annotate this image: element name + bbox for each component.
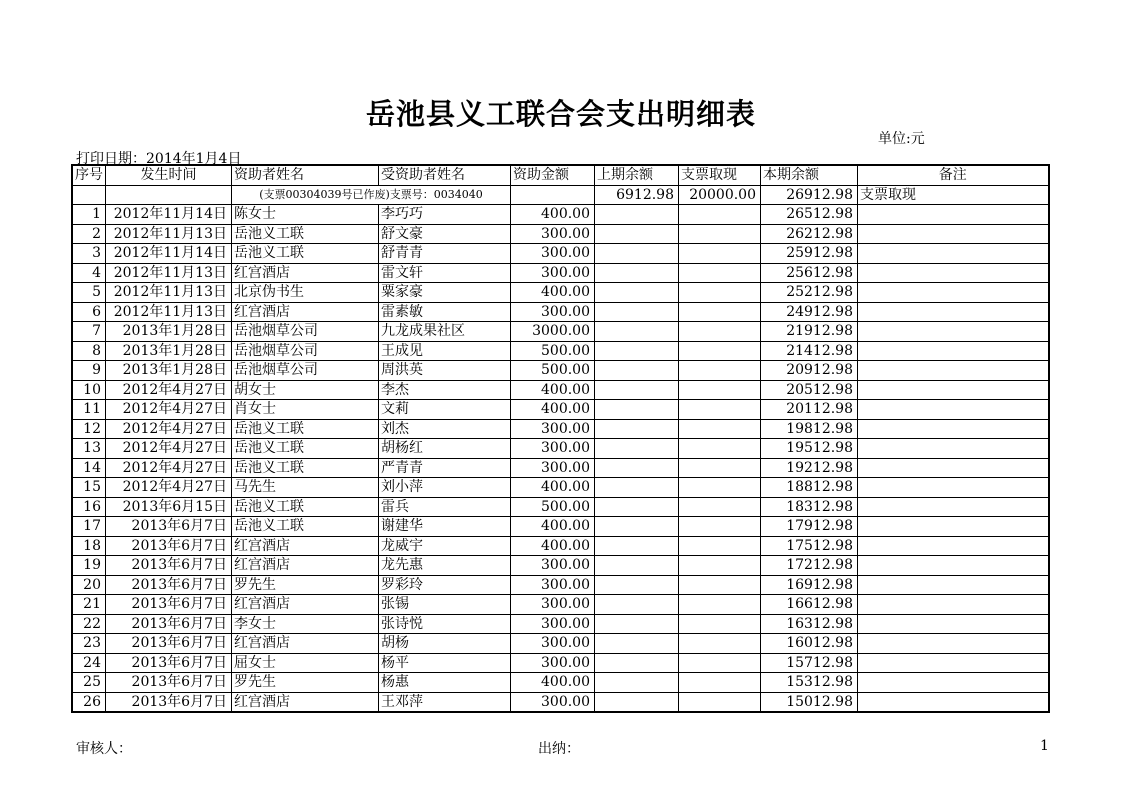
row-number: 15 xyxy=(72,478,106,498)
table-row xyxy=(72,556,1049,576)
row-date: 2012年4月27日 xyxy=(106,439,232,459)
col-header-amount: 资助金额 xyxy=(511,165,595,185)
row-number: 21 xyxy=(72,595,106,615)
row-date: 2012年11月13日 xyxy=(106,283,232,303)
row-remark xyxy=(858,692,1049,712)
row-date: 2012年4月27日 xyxy=(106,478,232,498)
row-date: 2013年6月7日 xyxy=(106,575,232,595)
table-row xyxy=(72,595,1049,615)
row-donor: 罗先生 xyxy=(232,575,379,595)
row-balance: 20912.98 xyxy=(761,361,858,381)
row-number: 19 xyxy=(72,556,106,576)
row-recipient: 胡杨红 xyxy=(379,439,511,459)
row-date: 2012年11月13日 xyxy=(106,224,232,244)
row-cash xyxy=(679,419,761,439)
row-prev-balance xyxy=(595,634,679,654)
row-cash xyxy=(679,497,761,517)
row-cash xyxy=(679,556,761,576)
cash-withdrawal: 20000.00 xyxy=(679,185,761,205)
row-remark xyxy=(858,439,1049,459)
row-cash xyxy=(679,380,761,400)
row-recipient: 谢建华 xyxy=(379,517,511,537)
row-cash xyxy=(679,692,761,712)
row-number: 4 xyxy=(72,263,106,283)
row-donor: 陈女士 xyxy=(232,205,379,225)
table-row xyxy=(72,244,1049,264)
row-number: 11 xyxy=(72,400,106,420)
row-prev-balance xyxy=(595,595,679,615)
row-recipient: 雷素敏 xyxy=(379,302,511,322)
row-remark xyxy=(858,302,1049,322)
table-row xyxy=(72,224,1049,244)
row-number: 23 xyxy=(72,634,106,654)
row-donor: 罗先生 xyxy=(232,673,379,693)
table-row xyxy=(72,341,1049,361)
row-date: 2012年4月27日 xyxy=(106,458,232,478)
row-cash xyxy=(679,614,761,634)
row-number: 20 xyxy=(72,575,106,595)
table-row xyxy=(72,302,1049,322)
page-title: 岳池县义工联合会支出明细表 xyxy=(365,97,756,131)
row-number: 12 xyxy=(72,419,106,439)
row-balance: 17912.98 xyxy=(761,517,858,537)
row-date: 2013年6月15日 xyxy=(106,497,232,517)
row-recipient: 王成见 xyxy=(379,341,511,361)
row-amount: 400.00 xyxy=(511,673,595,693)
row-recipient: 严青青 xyxy=(379,458,511,478)
row-date: 2013年6月7日 xyxy=(106,653,232,673)
row-date: 2013年6月7日 xyxy=(106,556,232,576)
row-prev-balance xyxy=(595,322,679,342)
table-row xyxy=(72,517,1049,537)
row-remark xyxy=(858,400,1049,420)
row-cash xyxy=(679,575,761,595)
row-amount: 400.00 xyxy=(511,517,595,537)
row-prev-balance xyxy=(595,224,679,244)
row-recipient: 杨惠 xyxy=(379,673,511,693)
row-amount: 300.00 xyxy=(511,244,595,264)
row-prev-balance xyxy=(595,673,679,693)
row-cash xyxy=(679,263,761,283)
row-balance: 16312.98 xyxy=(761,614,858,634)
row-remark xyxy=(858,614,1049,634)
row-cash xyxy=(679,458,761,478)
row-number: 5 xyxy=(72,283,106,303)
row-remark xyxy=(858,205,1049,225)
row-prev-balance xyxy=(595,419,679,439)
row-date: 2013年1月28日 xyxy=(106,361,232,381)
row-balance: 20112.98 xyxy=(761,400,858,420)
page-number: 1 xyxy=(1040,738,1049,754)
row-balance: 20512.98 xyxy=(761,380,858,400)
row-date: 2012年11月13日 xyxy=(106,263,232,283)
row-amount: 500.00 xyxy=(511,341,595,361)
row-prev-balance xyxy=(595,302,679,322)
row-donor: 岳池烟草公司 xyxy=(232,322,379,342)
row-recipient: 杨平 xyxy=(379,653,511,673)
row-number: 14 xyxy=(72,458,106,478)
row-cash xyxy=(679,341,761,361)
table-row xyxy=(72,380,1049,400)
row-balance: 17212.98 xyxy=(761,556,858,576)
row-balance: 26212.98 xyxy=(761,224,858,244)
check-note: (支票00304039号已作废)支票号：0034040 xyxy=(232,185,511,205)
table-row xyxy=(72,439,1049,459)
row-date: 2013年1月28日 xyxy=(106,341,232,361)
row-amount: 400.00 xyxy=(511,380,595,400)
row-amount: 400.00 xyxy=(511,400,595,420)
row-recipient: 周洪英 xyxy=(379,361,511,381)
row-cash xyxy=(679,653,761,673)
row-balance: 21912.98 xyxy=(761,322,858,342)
row-balance: 25912.98 xyxy=(761,244,858,264)
row-amount: 300.00 xyxy=(511,595,595,615)
row-prev-balance xyxy=(595,536,679,556)
row-prev-balance xyxy=(595,497,679,517)
row-number: 24 xyxy=(72,653,106,673)
row-prev-balance xyxy=(595,361,679,381)
row-recipient: 粟家豪 xyxy=(379,283,511,303)
row-donor: 岳池义工联 xyxy=(232,458,379,478)
row-cash xyxy=(679,478,761,498)
row-donor: 红宫酒店 xyxy=(232,595,379,615)
row-recipient: 张锡 xyxy=(379,595,511,615)
row-number: 10 xyxy=(72,380,106,400)
expense-table xyxy=(71,164,1050,713)
table-row xyxy=(72,400,1049,420)
row-donor: 胡女士 xyxy=(232,380,379,400)
row-remark xyxy=(858,634,1049,654)
unit-label: 单位:元 xyxy=(878,131,925,147)
row-recipient: 文莉 xyxy=(379,400,511,420)
row-cash xyxy=(679,224,761,244)
row-balance: 17512.98 xyxy=(761,536,858,556)
row-date: 2013年6月7日 xyxy=(106,634,232,654)
row-number: 17 xyxy=(72,517,106,537)
row-remark xyxy=(858,653,1049,673)
row-cash xyxy=(679,244,761,264)
row-balance: 18812.98 xyxy=(761,478,858,498)
table-row xyxy=(72,575,1049,595)
row-number: 16 xyxy=(72,497,106,517)
row-prev-balance xyxy=(595,244,679,264)
row-cash xyxy=(679,322,761,342)
row-recipient: 龙威宇 xyxy=(379,536,511,556)
row-recipient: 刘杰 xyxy=(379,419,511,439)
row-recipient: 李杰 xyxy=(379,380,511,400)
row-balance: 16612.98 xyxy=(761,595,858,615)
table-row xyxy=(72,283,1049,303)
col-header-date: 发生时间 xyxy=(106,165,232,185)
row-donor: 红宫酒店 xyxy=(232,634,379,654)
cashier-label: 出纳： xyxy=(538,741,580,757)
row-balance: 19512.98 xyxy=(761,439,858,459)
row-amount: 500.00 xyxy=(511,361,595,381)
row-cash xyxy=(679,302,761,322)
row-amount: 300.00 xyxy=(511,653,595,673)
row-amount: 300.00 xyxy=(511,614,595,634)
row-amount: 300.00 xyxy=(511,302,595,322)
row-balance: 25612.98 xyxy=(761,263,858,283)
row-recipient: 胡杨 xyxy=(379,634,511,654)
header-row xyxy=(72,165,1049,185)
table-row xyxy=(72,653,1049,673)
row-prev-balance xyxy=(595,283,679,303)
row-amount: 300.00 xyxy=(511,556,595,576)
row-amount: 3000.00 xyxy=(511,322,595,342)
row-prev-balance xyxy=(595,653,679,673)
row-remark xyxy=(858,556,1049,576)
row-number: 22 xyxy=(72,614,106,634)
row-recipient: 刘小萍 xyxy=(379,478,511,498)
row-balance: 15312.98 xyxy=(761,673,858,693)
row-number: 8 xyxy=(72,341,106,361)
opening-row xyxy=(72,185,1049,205)
row-donor: 岳池烟草公司 xyxy=(232,341,379,361)
row-prev-balance xyxy=(595,575,679,595)
row-remark xyxy=(858,419,1049,439)
row-recipient: 雷文轩 xyxy=(379,263,511,283)
row-prev-balance xyxy=(595,692,679,712)
table-row xyxy=(72,634,1049,654)
row-donor: 北京伪书生 xyxy=(232,283,379,303)
row-donor: 红宫酒店 xyxy=(232,263,379,283)
row-number: 2 xyxy=(72,224,106,244)
col-header-donor: 资助者姓名 xyxy=(232,165,379,185)
row-number: 13 xyxy=(72,439,106,459)
row-amount: 300.00 xyxy=(511,692,595,712)
row-donor: 岳池义工联 xyxy=(232,224,379,244)
row-cash xyxy=(679,634,761,654)
row-remark xyxy=(858,497,1049,517)
reviewer-label: 审核人： xyxy=(76,741,132,757)
row-remark xyxy=(858,517,1049,537)
row-number: 1 xyxy=(72,205,106,225)
row-amount: 300.00 xyxy=(511,458,595,478)
row-remark xyxy=(858,283,1049,303)
print-date: 打印日期：2014年1月4日 xyxy=(76,151,242,167)
row-remark xyxy=(858,575,1049,595)
row-date: 2013年6月7日 xyxy=(106,673,232,693)
row-remark xyxy=(858,595,1049,615)
table-row xyxy=(72,673,1049,693)
table-row xyxy=(72,205,1049,225)
table-row xyxy=(72,419,1049,439)
row-recipient: 九龙成果社区 xyxy=(379,322,511,342)
row-amount: 300.00 xyxy=(511,575,595,595)
row-remark xyxy=(858,263,1049,283)
row-balance: 19212.98 xyxy=(761,458,858,478)
row-date: 2013年6月7日 xyxy=(106,692,232,712)
row-donor: 岳池义工联 xyxy=(232,244,379,264)
row-date: 2013年6月7日 xyxy=(106,536,232,556)
row-donor: 红宫酒店 xyxy=(232,556,379,576)
row-number: 6 xyxy=(72,302,106,322)
row-remark xyxy=(858,380,1049,400)
row-remark xyxy=(858,361,1049,381)
table-row xyxy=(72,263,1049,283)
row-date: 2012年11月14日 xyxy=(106,205,232,225)
table-row xyxy=(72,322,1049,342)
row-cash xyxy=(679,205,761,225)
row-amount: 400.00 xyxy=(511,205,595,225)
row-number: 9 xyxy=(72,361,106,381)
row-remark xyxy=(858,322,1049,342)
row-donor: 李女士 xyxy=(232,614,379,634)
row-donor: 岳池义工联 xyxy=(232,517,379,537)
row-remark xyxy=(858,478,1049,498)
row-recipient: 雷兵 xyxy=(379,497,511,517)
row-prev-balance xyxy=(595,556,679,576)
table-row xyxy=(72,458,1049,478)
row-remark xyxy=(858,224,1049,244)
col-header-remark: 备注 xyxy=(858,165,1049,185)
row-date: 2012年11月14日 xyxy=(106,244,232,264)
row-amount: 400.00 xyxy=(511,478,595,498)
row-date: 2013年6月7日 xyxy=(106,517,232,537)
row-date: 2012年11月13日 xyxy=(106,302,232,322)
row-balance: 16912.98 xyxy=(761,575,858,595)
row-amount: 500.00 xyxy=(511,497,595,517)
row-prev-balance xyxy=(595,614,679,634)
row-cash xyxy=(679,536,761,556)
row-prev-balance xyxy=(595,380,679,400)
row-donor: 岳池义工联 xyxy=(232,419,379,439)
row-donor: 红宫酒店 xyxy=(232,536,379,556)
row-balance: 25212.98 xyxy=(761,283,858,303)
row-amount: 400.00 xyxy=(511,283,595,303)
row-prev-balance xyxy=(595,517,679,537)
table-row xyxy=(72,536,1049,556)
row-prev-balance xyxy=(595,478,679,498)
col-header-balance: 本期余额 xyxy=(761,165,858,185)
opening-current-balance: 26912.98 xyxy=(761,185,858,205)
col-header-no: 序号 xyxy=(72,165,106,185)
table-row xyxy=(72,692,1049,712)
row-amount: 300.00 xyxy=(511,263,595,283)
row-donor: 岳池义工联 xyxy=(232,497,379,517)
row-donor: 红宫酒店 xyxy=(232,302,379,322)
row-remark xyxy=(858,244,1049,264)
row-prev-balance xyxy=(595,458,679,478)
row-prev-balance xyxy=(595,341,679,361)
row-amount: 300.00 xyxy=(511,419,595,439)
row-balance: 26512.98 xyxy=(761,205,858,225)
row-cash xyxy=(679,673,761,693)
row-prev-balance xyxy=(595,439,679,459)
opening-remark: 支票取现 xyxy=(858,185,1049,205)
row-cash xyxy=(679,439,761,459)
row-recipient: 张诗悦 xyxy=(379,614,511,634)
row-prev-balance xyxy=(595,205,679,225)
row-balance: 15012.98 xyxy=(761,692,858,712)
row-number: 26 xyxy=(72,692,106,712)
table-row xyxy=(72,614,1049,634)
row-donor: 岳池烟草公司 xyxy=(232,361,379,381)
row-balance: 24912.98 xyxy=(761,302,858,322)
row-balance: 18312.98 xyxy=(761,497,858,517)
row-cash xyxy=(679,595,761,615)
row-date: 2012年4月27日 xyxy=(106,419,232,439)
row-recipient: 龙先惠 xyxy=(379,556,511,576)
row-amount: 300.00 xyxy=(511,224,595,244)
row-date: 2012年4月27日 xyxy=(106,400,232,420)
row-prev-balance xyxy=(595,400,679,420)
table-row xyxy=(72,361,1049,381)
row-date: 2013年6月7日 xyxy=(106,614,232,634)
row-number: 3 xyxy=(72,244,106,264)
row-donor: 马先生 xyxy=(232,478,379,498)
row-remark xyxy=(858,458,1049,478)
row-cash xyxy=(679,517,761,537)
row-remark xyxy=(858,673,1049,693)
row-number: 18 xyxy=(72,536,106,556)
row-amount: 400.00 xyxy=(511,536,595,556)
row-recipient: 李巧巧 xyxy=(379,205,511,225)
row-cash xyxy=(679,283,761,303)
previous-balance: 6912.98 xyxy=(595,185,679,205)
row-balance: 16012.98 xyxy=(761,634,858,654)
row-balance: 21412.98 xyxy=(761,341,858,361)
row-donor: 屈女士 xyxy=(232,653,379,673)
row-prev-balance xyxy=(595,263,679,283)
row-recipient: 王邓萍 xyxy=(379,692,511,712)
row-date: 2012年4月27日 xyxy=(106,380,232,400)
col-header-prev-balance: 上期余额 xyxy=(595,165,679,185)
row-amount: 300.00 xyxy=(511,634,595,654)
row-number: 7 xyxy=(72,322,106,342)
row-donor: 岳池义工联 xyxy=(232,439,379,459)
table-row xyxy=(72,478,1049,498)
row-number: 25 xyxy=(72,673,106,693)
row-cash xyxy=(679,400,761,420)
row-balance: 19812.98 xyxy=(761,419,858,439)
col-header-cash: 支票取现 xyxy=(679,165,761,185)
row-cash xyxy=(679,361,761,381)
row-remark xyxy=(858,536,1049,556)
row-donor: 红宫酒店 xyxy=(232,692,379,712)
row-date: 2013年1月28日 xyxy=(106,322,232,342)
col-header-recipient: 受资助者姓名 xyxy=(379,165,511,185)
row-recipient: 罗彩玲 xyxy=(379,575,511,595)
row-donor: 肖女士 xyxy=(232,400,379,420)
row-recipient: 舒文豪 xyxy=(379,224,511,244)
row-balance: 15712.98 xyxy=(761,653,858,673)
row-remark xyxy=(858,341,1049,361)
row-date: 2013年6月7日 xyxy=(106,595,232,615)
row-amount: 300.00 xyxy=(511,439,595,459)
row-recipient: 舒青青 xyxy=(379,244,511,264)
table-row xyxy=(72,497,1049,517)
